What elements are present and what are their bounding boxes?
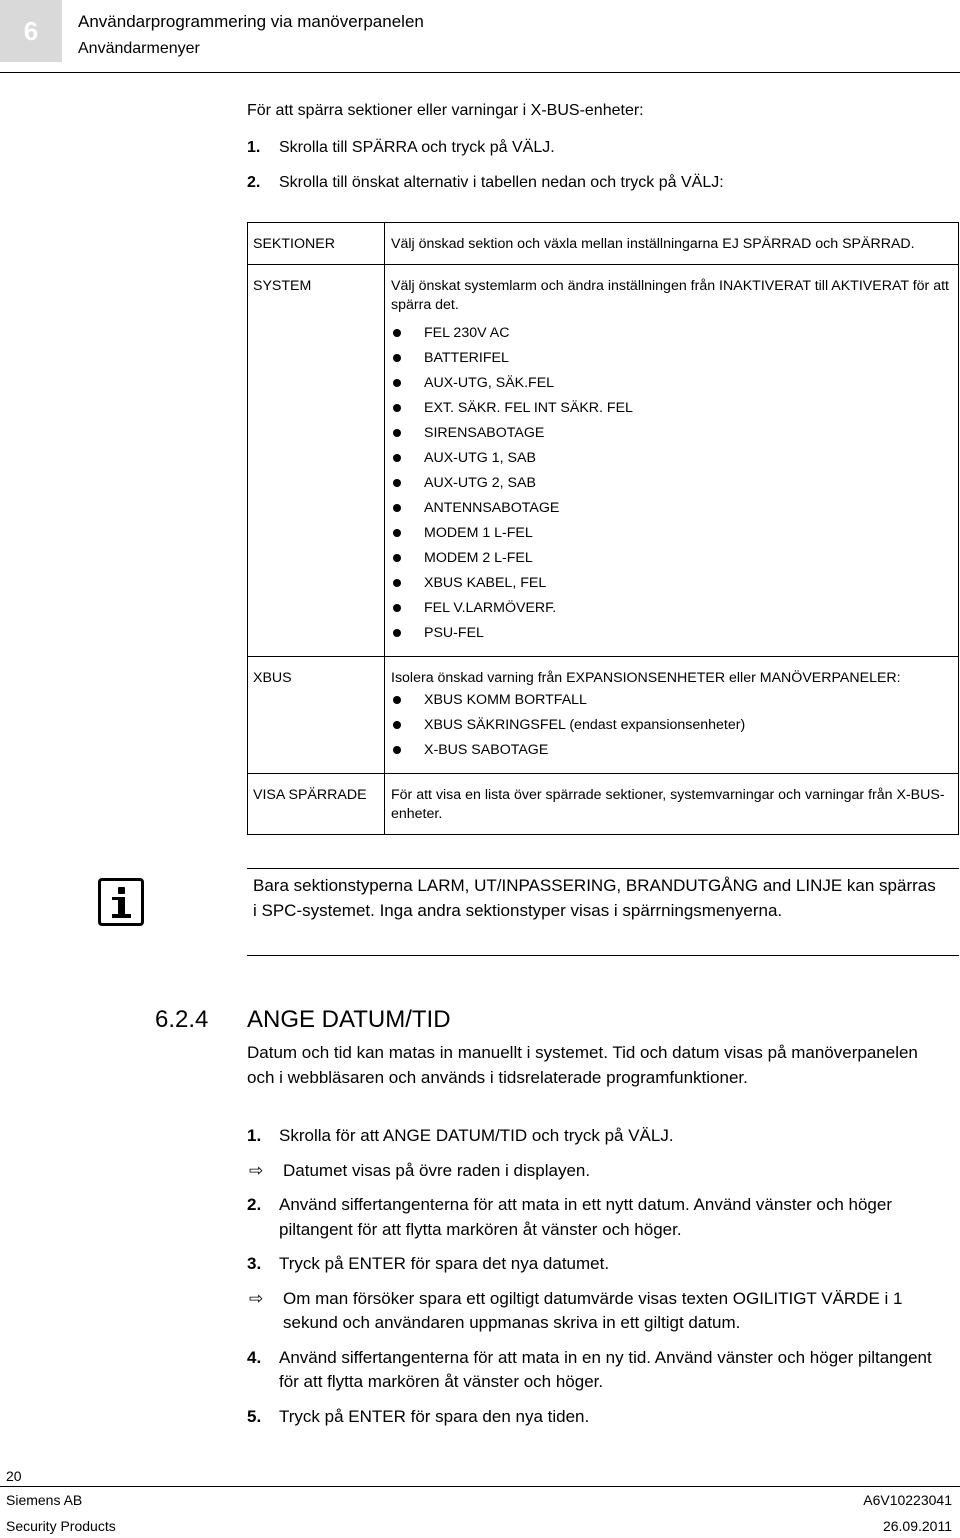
step-item — [247, 1193, 947, 1242]
row-desc-text: Välj önskad sektion och växla mellan inställningarna EJ SPÄRRAD och SPÄRRAD. — [391, 236, 915, 252]
page-number: 20 — [6, 1468, 22, 1484]
list-item: X-BUS SABOTAGE — [391, 738, 952, 763]
row-desc-text: För att visa en lista över spärrade sektioner, systemvarningar och varningar från X-BUS-enheter. — [391, 787, 945, 822]
row-label: SEKTIONER — [248, 223, 385, 265]
step-number: 4. — [247, 1347, 262, 1367]
options-table — [247, 222, 959, 835]
chapter-number: 6 — [0, 0, 62, 62]
footer-date: 26.09.2011 — [882, 1518, 952, 1534]
arrow-right-icon: ⇨ — [249, 1288, 264, 1308]
bullet-list — [391, 321, 952, 646]
list-item: MODEM 1 L-FEL — [391, 521, 952, 546]
step-number: 3. — [247, 1254, 262, 1273]
list-item: XBUS KABEL, FEL — [391, 571, 952, 596]
step-number: 1. — [247, 1126, 262, 1145]
bullet-list — [391, 688, 952, 763]
step-result — [247, 1287, 947, 1336]
step-item — [247, 136, 947, 159]
list-item: AUX-UTG 2, SAB — [391, 471, 952, 496]
step-text: Skrolla till önskat alternativ i tabellen nedan och tryck på VÄLJ: — [279, 174, 724, 191]
row-label: XBUS — [248, 657, 385, 774]
steps-list-a — [247, 136, 947, 206]
list-item: SIRENSABOTAGE — [391, 421, 952, 446]
result-text: Datumet visas på övre raden i displayen. — [283, 1160, 591, 1180]
step-text: Använd siffertangenterna för att mata in ett nytt datum. Använd vänster och höger piltangent för att flytta markören åt vänster och höger. — [279, 1195, 893, 1239]
chapter-title: Användarprogrammering via manöverpanelen — [78, 12, 424, 31]
row-desc-text: Välj önskat systemlarm och ändra inställningen från INAKTIVERAT till AKTIVERAT för att spärra det. — [391, 278, 949, 313]
list-item: XBUS KOMM BORTFALL — [391, 688, 952, 713]
list-item: AUX-UTG, SÄK.FEL — [391, 371, 952, 396]
step-text: Tryck på ENTER för spara den nya tiden. — [279, 1406, 590, 1426]
list-item: ANTENNSABOTAGE — [391, 496, 952, 521]
step-number: 2. — [247, 1195, 262, 1214]
step-item — [247, 1252, 947, 1277]
list-item: EXT. SÄKR. FEL INT SÄKR. FEL — [391, 396, 952, 421]
list-item: FEL 230V AC — [391, 321, 952, 346]
footer-company: Siemens AB — [6, 1492, 83, 1508]
row-description — [385, 223, 959, 265]
step-item — [247, 1346, 947, 1395]
step-item — [247, 1124, 947, 1149]
arrow-right-icon: ⇨ — [249, 1160, 264, 1180]
list-item: FEL V.LARMÖVERF. — [391, 596, 952, 621]
step-item — [247, 171, 947, 194]
list-item: AUX-UTG 1, SAB — [391, 446, 952, 471]
list-item: BATTERIFEL — [391, 346, 952, 371]
section-paragraph: Datum och tid kan matas in manuellt i systemet. Tid och datum visas på manöverpanelen och i webbläsaren och används i tidsrelaterade programfunktioner. — [247, 1043, 918, 1087]
note-divider-top — [247, 868, 959, 869]
table-row — [248, 774, 959, 835]
step-number: 5. — [247, 1406, 262, 1426]
step-number: 1. — [247, 139, 261, 156]
row-desc-text: Isolera önskad varning från EXPANSIONSENHETER eller MANÖVERPANELER: — [391, 670, 901, 686]
note-text: Bara sektionstyperna LARM, UT/INPASSERING, BRANDUTGÅNG and LINJE kan spärras i SPC-systemet. Inga andra sektionstyper visas i spärrningsmenyerna. — [253, 876, 936, 920]
intro-text: För att spärra sektioner eller varningar i X-BUS-enheter: — [247, 102, 644, 119]
info-icon — [98, 878, 144, 926]
row-description — [385, 774, 959, 835]
section-subtitle: Användarmenyer — [78, 40, 200, 57]
step-item — [247, 1405, 947, 1430]
step-text: Använd siffertangenterna för att mata in en ny tid. Använd vänster och höger piltangent för att flytta markören åt vänster och höger. — [279, 1347, 932, 1391]
footer-division: Security Products — [6, 1518, 116, 1534]
section-title: ANGE DATUM/TID — [247, 1006, 451, 1033]
table-row — [248, 223, 959, 265]
section-number: 6.2.4 — [155, 1006, 209, 1033]
row-label: SYSTEM — [248, 265, 385, 657]
list-item: PSU-FEL — [391, 621, 952, 646]
step-result — [247, 1159, 947, 1184]
footer-doc-id: A6V10223041 — [863, 1492, 952, 1508]
footer-divider — [0, 1486, 960, 1487]
row-label: VISA SPÄRRADE — [248, 774, 385, 835]
row-description — [385, 265, 959, 657]
row-description — [385, 657, 959, 774]
steps-list-b — [247, 1124, 947, 1439]
header-divider — [0, 72, 960, 73]
step-text: Skrolla för att ANGE DATUM/TID och tryck på VÄLJ. — [279, 1126, 674, 1145]
table-row — [248, 265, 959, 657]
note-divider-bottom — [247, 955, 959, 956]
list-item: XBUS SÄKRINGSFEL (endast expansionsenheter) — [391, 713, 952, 738]
table-row — [248, 657, 959, 774]
step-text: Tryck på ENTER för spara det nya datumet. — [279, 1254, 610, 1273]
step-text: Skrolla till SPÄRRA och tryck på VÄLJ. — [279, 139, 555, 156]
result-text: Om man försöker spara ett ogiltigt datumvärde visas texten OGILITIGT VÄRDE i 1 sekund och användaren uppmanas skriva in ett giltigt datum. — [283, 1288, 903, 1332]
list-item: MODEM 2 L-FEL — [391, 546, 952, 571]
step-number: 2. — [247, 174, 261, 191]
